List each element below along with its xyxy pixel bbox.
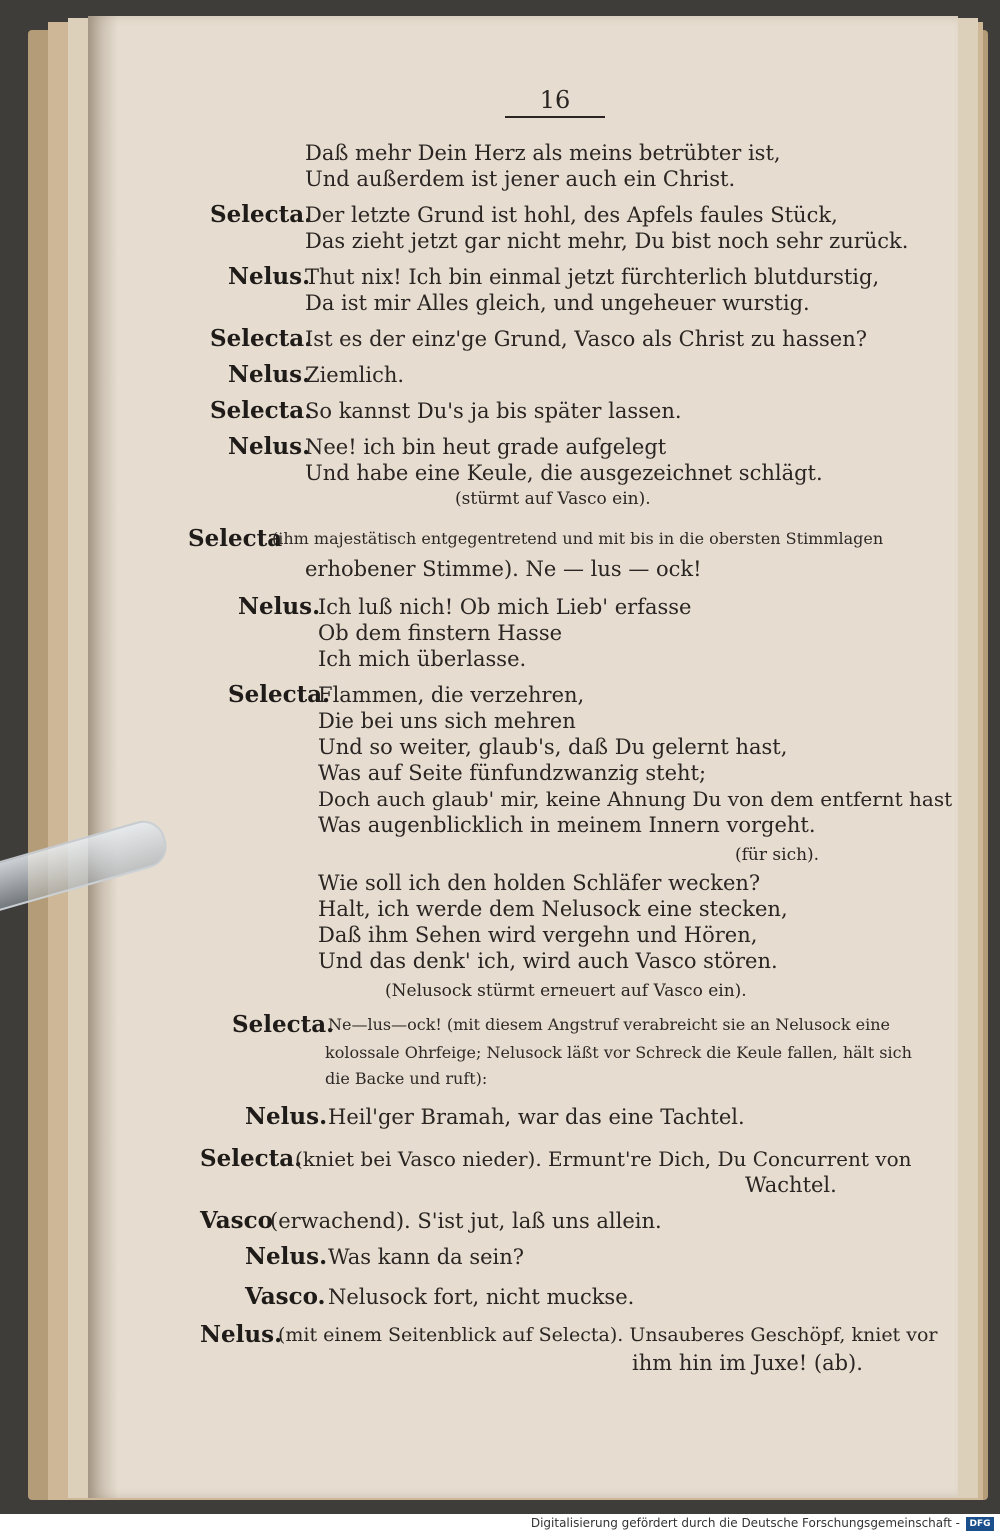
text-line: Daß mehr Dein Herz als meins betrübter ist, xyxy=(305,141,781,165)
text-line: Nelusock fort, nicht muckse. xyxy=(328,1285,635,1309)
speaker-label: Nelus. xyxy=(228,361,311,388)
text-line: (erwachend). S'ist jut, laß uns allein. xyxy=(270,1209,662,1233)
stage-direction: (Nelusock stürmt erneuert auf Vasco ein). xyxy=(385,981,747,1001)
text-line: So kannst Du's ja bis später lassen. xyxy=(305,399,682,423)
text-line: Wachtel. xyxy=(745,1173,837,1197)
speaker-label: Nelus. xyxy=(200,1321,283,1348)
text-line: ihm hin im Juxe! (ab). xyxy=(632,1351,863,1375)
text-line: Was augenblicklich in meinem Innern vorgeht. xyxy=(318,813,816,837)
text-line: Was auf Seite fünfundzwanzig steht; xyxy=(318,761,707,785)
text-line: Halt, ich werde dem Nelusock eine stecken, xyxy=(318,897,788,921)
page-number: 16 xyxy=(539,86,571,114)
text-line: Ob dem finstern Hasse xyxy=(318,621,563,645)
speaker-label: Selecta xyxy=(188,525,283,552)
speaker-label: Nelus. xyxy=(238,593,321,620)
text-line: Da ist mir Alles gleich, und ungeheuer wurstig. xyxy=(305,291,810,315)
speaker-label: Nelus. xyxy=(228,433,311,460)
text-line: Ne—lus—ock! (mit diesem Angstruf verabreicht sie an Nelusock eine xyxy=(328,1015,891,1034)
text-line: Das zieht jetzt gar nicht mehr, Du bist noch sehr zurück. xyxy=(305,229,909,253)
text-line: Und das denk' ich, wird auch Vasco stören. xyxy=(318,949,778,973)
dfg-logo: DFG xyxy=(966,1517,994,1531)
stage-direction: (stürmt auf Vasco ein). xyxy=(455,489,651,509)
text-line: (mit einem Seitenblick auf Selecta). Unsauberes Geschöpf, kniet vor xyxy=(278,1324,938,1346)
text-line: Daß ihm Sehen wird vergehn und Hören, xyxy=(318,923,758,947)
speaker-label: Selecta. xyxy=(200,1145,303,1172)
spine-shadow xyxy=(88,16,118,1498)
speaker-label: Selecta. xyxy=(210,201,313,228)
speaker-label: Nelus. xyxy=(228,263,311,290)
text-line: Wie soll ich den holden Schläfer wecken? xyxy=(318,871,761,895)
text-line: Nee! ich bin heut grade aufgelegt xyxy=(305,435,667,459)
speaker-label: Nelus. xyxy=(245,1103,328,1130)
speaker-label: Vasco. xyxy=(245,1283,326,1310)
speaker-label: Selecta. xyxy=(228,681,331,708)
stage-direction: (ihm majestätisch entgegentretend und mit bis in die obersten Stimmlagen xyxy=(272,529,884,548)
speaker-label: Selecta. xyxy=(210,397,313,424)
speaker-label: Vasco xyxy=(200,1207,273,1234)
text-line: (kniet bei Vasco nieder). Ermunt're Dich, Du Concurrent von xyxy=(295,1147,912,1171)
footer-bar xyxy=(0,1514,1000,1534)
text-line: Die bei uns sich mehren xyxy=(318,709,576,733)
stage-direction: kolossale Ohrfeige; Nelusock läßt vor Schreck die Keule fallen, hält sich xyxy=(325,1043,912,1062)
text-line: Ich mich überlasse. xyxy=(318,647,527,671)
text-line: Und habe eine Keule, die ausgezeichnet schlägt. xyxy=(305,461,823,485)
text-line: Thut nix! Ich bin einmal jetzt fürchterlich blutdurstig, xyxy=(305,265,880,289)
page-number-rule xyxy=(505,116,605,118)
text-line: Und außerdem ist jener auch ein Christ. xyxy=(305,167,736,191)
text-line: erhobener Stimme). Ne — lus — ock! xyxy=(305,557,702,581)
text-line: Und so weiter, glaub's, daß Du gelernt hast, xyxy=(318,735,788,759)
speaker-label: Selecta. xyxy=(232,1011,335,1038)
footer-credit: Digitalisierung gefördert durch die Deutsche Forschungsgemeinschaft - xyxy=(530,1516,960,1530)
speaker-label: Nelus. xyxy=(245,1243,328,1270)
text-line: Ziemlich. xyxy=(305,363,405,387)
text-line: Ist es der einz'ge Grund, Vasco als Christ zu hassen? xyxy=(305,327,867,351)
stage-direction: (für sich). xyxy=(735,845,820,865)
stage-direction: die Backe und ruft): xyxy=(325,1069,488,1088)
text-line: Heil'ger Bramah, war das eine Tachtel. xyxy=(328,1105,745,1129)
text-line: Was kann da sein? xyxy=(328,1245,525,1269)
speaker-label: Selecta. xyxy=(210,325,313,352)
text-line: Doch auch glaub' mir, keine Ahnung Du von dem entfernt hast xyxy=(318,787,953,811)
text-line: Flammen, die verzehren, xyxy=(318,683,585,707)
text-line: Ich luß nich! Ob mich Lieb' erfasse xyxy=(318,595,692,619)
text-line: Der letzte Grund ist hohl, des Apfels faules Stück, xyxy=(305,203,838,227)
